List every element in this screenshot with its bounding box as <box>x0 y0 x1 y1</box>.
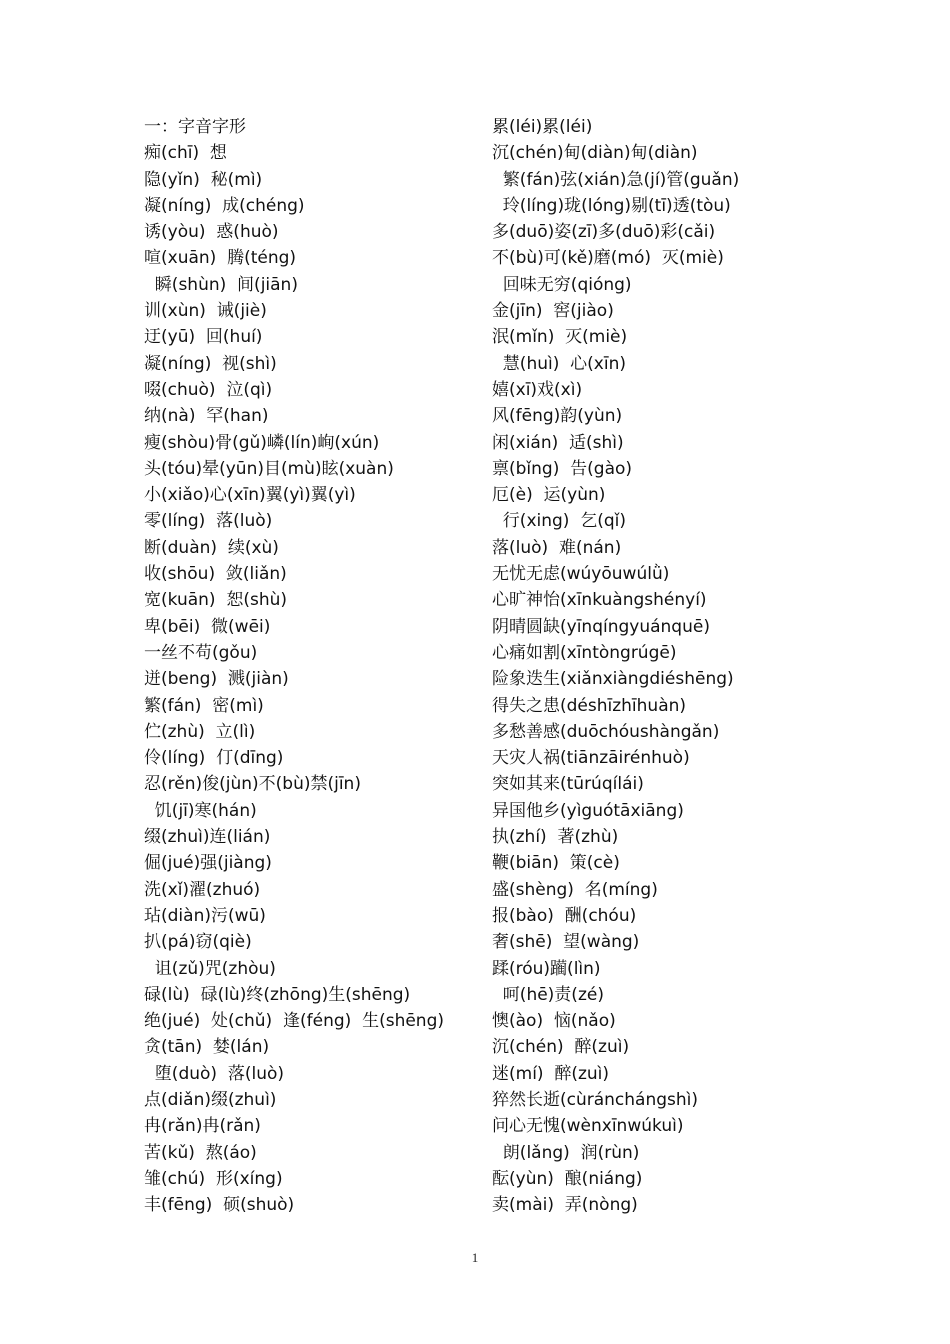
vocab-entry: 金(jīn) 窖(jiào) <box>492 301 614 322</box>
vocab-entry: 苦(kǔ) 熬(áo) <box>144 1142 257 1163</box>
vocab-entry: 盛(shèng) 名(míng) <box>492 879 658 900</box>
vocab-entry: 回味无穷(qióng) <box>492 274 632 295</box>
vocab-entry: 突如其来(tūrúqílái) <box>492 774 644 795</box>
vocab-entry: 伫(zhù) 立(lì) <box>144 721 256 742</box>
vocab-entry: 贪(tān) 婪(lán) <box>144 1037 270 1058</box>
vocab-entry: 慧(huì) 心(xīn) <box>492 353 626 374</box>
vocab-entry: 诱(yòu) 惑(huò) <box>144 222 279 243</box>
vocab-entry: 点(diǎn)缀(zhuì) <box>144 1089 277 1110</box>
vocab-entry: 诅(zǔ)咒(zhòu) <box>144 958 276 979</box>
vocab-entry: 一丝不苟(gǒu) <box>144 642 258 663</box>
vocab-entry: 心旷神怡(xīnkuàngshényí) <box>492 590 707 611</box>
vocab-entry: 险象迭生(xiǎnxiàngdiéshēng) <box>492 669 734 690</box>
vocab-entry: 断(duàn) 续(xù) <box>144 537 279 558</box>
vocab-entry: 天灾人祸(tiānzāirénhuò) <box>492 748 690 769</box>
vocab-entry: 多愁善感(duōchóushàngǎn) <box>492 721 720 742</box>
vocab-entry: 迸(beng) 溅(jiàn) <box>144 669 289 690</box>
vocab-entry: 堕(duò) 落(luò) <box>144 1063 285 1084</box>
section-heading: 一：字音字形 <box>144 117 246 137</box>
vocab-entry: 绝(jué) 处(chǔ) 逢(féng) 生(shēng) <box>144 1011 444 1032</box>
vocab-entry: 阴晴圆缺(yīnqíngyuánquē) <box>492 616 710 637</box>
vocab-entry: 伶(líng) 仃(dīng) <box>144 748 284 769</box>
vocab-entry: 落(luò) 难(nán) <box>492 537 622 558</box>
vocab-entry: 隐(yǐn) 秘(mì) <box>144 169 263 190</box>
vocab-entry: 收(shōu) 敛(liǎn) <box>144 564 287 585</box>
vocab-entry: 丰(fēng) 硕(shuò) <box>144 1195 295 1216</box>
vocab-entry: 不(bù)可(kě)磨(mó) 灭(miè) <box>492 248 724 269</box>
vocab-entry: 卑(bēi) 微(wēi) <box>144 616 271 637</box>
vocab-entry: 宽(kuān) 恕(shù) <box>144 590 288 611</box>
vocab-entry: 沉(chén) 醉(zuì) <box>492 1037 630 1058</box>
vocab-entry: 训(xùn) 诫(jiè) <box>144 301 267 322</box>
vocab-entry: 行(xing) 乞(qǐ) <box>492 511 627 532</box>
vocab-entry: 得失之患(déshīzhīhuàn) <box>492 695 687 716</box>
vocab-entry: 厄(è) 运(yùn) <box>492 485 606 506</box>
right-column <box>492 114 912 1218</box>
vocab-entry: 痴(chī) 想 <box>144 143 227 164</box>
vocab-entry: 禀(bǐng) 告(gào) <box>492 458 633 479</box>
vocab-entry: 凝(níng) 视(shì) <box>144 353 277 374</box>
vocab-entry: 瘦(shòu)骨(gǔ)嶙(lín)峋(xún) <box>144 432 380 453</box>
vocab-entry: 嬉(xī)戏(xì) <box>492 379 583 400</box>
vocab-entry: 繁(fán)弦(xián)急(jí)管(guǎn) <box>492 169 740 190</box>
vocab-entry: 纳(nà) 罕(han) <box>144 406 269 427</box>
vocab-entry: 碌(lù) 碌(lù)终(zhōng)生(shēng) <box>144 984 411 1005</box>
page-number: 1 <box>471 1250 479 1265</box>
vocab-entry: 玷(diàn)污(wū) <box>144 905 266 926</box>
vocab-entry: 洗(xǐ)濯(zhuó) <box>144 879 261 900</box>
vocab-entry: 闲(xián) 适(shì) <box>492 432 624 453</box>
vocab-entry: 报(bào) 酬(chóu) <box>492 905 637 926</box>
vocab-entry: 鞭(biān) 策(cè) <box>492 853 620 874</box>
vocab-entry: 零(líng) 落(luò) <box>144 511 273 532</box>
vocab-entry: 玲(líng)珑(lóng)剔(tī)透(tòu) <box>492 195 731 216</box>
vocab-entry: 泯(mǐn) 灭(miè) <box>492 327 628 348</box>
vocab-entry: 繁(fán) 密(mì) <box>144 695 264 716</box>
vocab-entry: 猝然长逝(cùránchángshì) <box>492 1089 699 1110</box>
vocab-entry: 呵(hē)责(zé) <box>492 984 604 1005</box>
vocab-entry: 多(duō)姿(zī)多(duō)彩(cǎi) <box>492 222 716 243</box>
vocab-entry: 迷(mí) 醉(zuì) <box>492 1063 610 1084</box>
vocab-entry: 酝(yùn) 酿(niáng) <box>492 1168 643 1189</box>
vocab-entry: 饥(jī)寒(hán) <box>144 800 257 821</box>
vocab-entry: 心痛如割(xīntòngrúgē) <box>492 642 677 663</box>
vocab-entry: 朗(lǎng) 润(rùn) <box>492 1142 640 1163</box>
vocab-entry: 奢(shē) 望(wàng) <box>492 932 640 953</box>
vocab-entry: 冉(rǎn)冉(rǎn) <box>144 1116 261 1137</box>
vocab-entry: 执(zhí) 著(zhù) <box>492 827 619 848</box>
vocab-entry: 喧(xuān) 腾(téng) <box>144 248 297 269</box>
vocab-entry: 头(tóu)晕(yūn)目(mù)眩(xuàn) <box>144 458 394 479</box>
vocab-entry: 问心无愧(wènxīnwúkuì) <box>492 1116 684 1137</box>
vocab-entry: 瞬(shùn) 间(jiān) <box>144 274 298 295</box>
vocab-entry: 沉(chén)甸(diàn)甸(diàn) <box>492 143 698 164</box>
vocab-entry: 懊(ào) 恼(nǎo) <box>492 1011 616 1032</box>
vocab-entry: 啜(chuò) 泣(qì) <box>144 379 273 400</box>
vocab-entry: 小(xiǎo)心(xīn)翼(yì)翼(yì) <box>144 485 356 506</box>
vocab-entry: 风(fēng)韵(yùn) <box>492 406 623 427</box>
vocab-entry: 忍(rěn)俊(jùn)不(bù)禁(jīn) <box>144 774 361 795</box>
vocab-entry: 缀(zhuì)连(lián) <box>144 827 271 848</box>
vocab-entry: 卖(mài) 弄(nòng) <box>492 1195 638 1216</box>
vocab-entry: 异国他乡(yìguótāxiāng) <box>492 800 684 821</box>
vocab-entry: 蹂(róu)躏(lìn) <box>492 958 601 979</box>
vocab-entry: 倔(jué)强(jiàng) <box>144 853 272 874</box>
vocab-entry: 雏(chú) 形(xíng) <box>144 1168 283 1189</box>
vocab-entry: 扒(pá)窃(qiè) <box>144 932 252 953</box>
vocab-entry: 无忧无虑(wúyōuwúlǜ) <box>492 564 670 585</box>
vocab-entry: 迂(yū) 回(huí) <box>144 327 263 348</box>
vocab-entry: 累(léi)累(léi) <box>492 117 593 137</box>
vocab-entry: 凝(níng) 成(chéng) <box>144 195 305 216</box>
